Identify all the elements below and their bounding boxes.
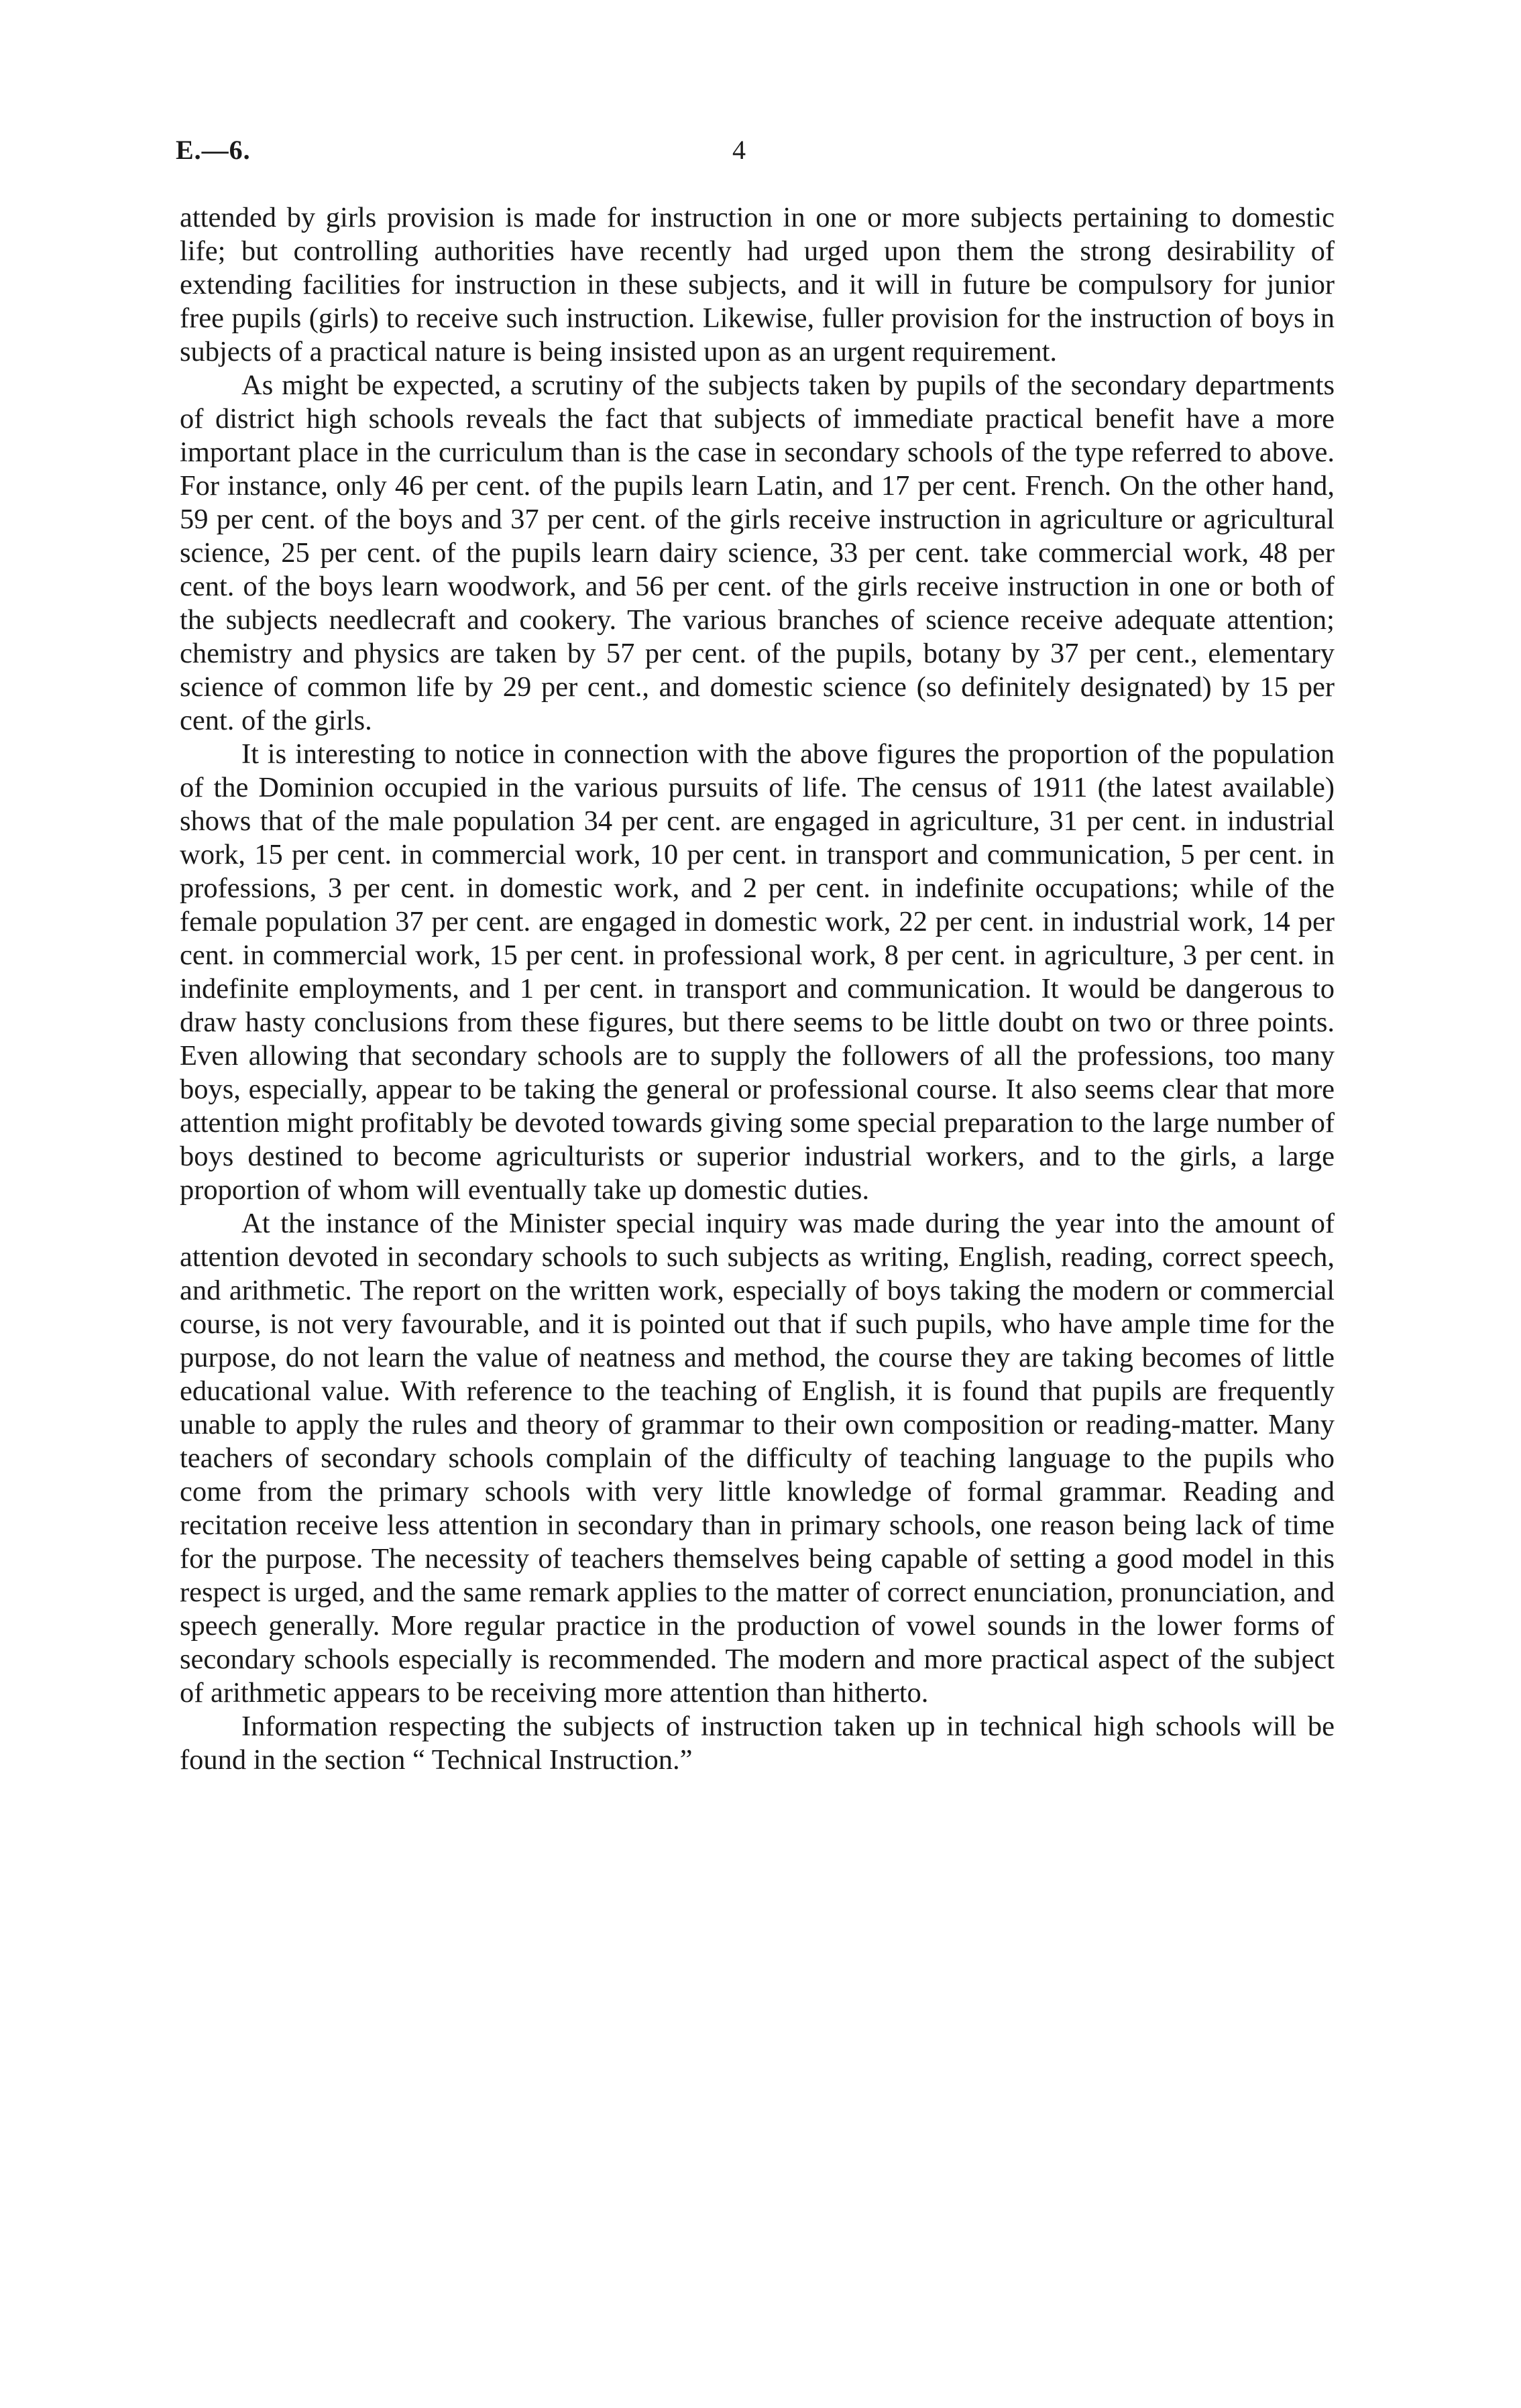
document-reference: E.—6. — [176, 135, 251, 165]
page-header — [176, 134, 1343, 174]
paragraph-district-high-schools: As might be expected, a scrutiny of the subjects taken by pupils of the secondary departments of district high schools reveals the fact that subjects of immediate practical benefit have a more important place in the curriculum than is the case in secondary schools of the type referred to above. For instance, only 46 per cent. of the pupils learn Latin, and 17 per cent. French. On the other hand, 59 per cent. of the boys and 37 per cent. of the girls receive instruction in agriculture or agricultural science, 25 per cent. of the pupils learn dairy science, 33 per cent. take commercial work, 48 per cent. of the boys learn woodwork, and 56 per cent. of the girls receive instruction in one or both of the subjects needlecraft and cookery. The various branches of science receive adequate attention; chemistry and physics are taken by 57 per cent. of the pupils, botany by 37 per cent., elementary science of common life by 29 per cent., and domestic science (so definitely designated) by 15 per cent. of the girls. — [180, 369, 1335, 736]
body-text — [180, 201, 1335, 1777]
page-number: 4 — [732, 135, 746, 165]
paragraph-census-population: It is interesting to notice in connection with the above figures the proportion of the population of the Dominion occupied in the various pursuits of life. The census of 1911 (the latest available) shows that of the male population 34 per cent. are engaged in agriculture, 31 per cent. in industrial work, 15 per cent. in commercial work, 10 per cent. in transport and communication, 5 per cent. in professions, 3 per cent. in domestic work, and 2 per cent. in indefinite occupations; while of the female population 37 per cent. are engaged in domestic work, 22 per cent. in industrial work, 14 per cent. in commercial work, 15 per cent. in professional work, 8 per cent. in agriculture, 3 per cent. in indefinite employments, and 1 per cent. in transport and communication. It would be dangerous to draw hasty conclusions from these figures, but there seems to be little doubt on two or three points. Even allowing that secondary schools are to supply the followers of all the professions, too many boys, especially, appear to be taking the general or professional course. It also seems clear that more attention might profitably be devoted towards giving some special preparation to the large number of boys destined to become agriculturists or superior industrial workers, and to the girls, a large proportion of whom will eventually take up domestic duties. — [180, 738, 1335, 1206]
paragraph-continued: attended by girls provision is made for instruction in one or more subjects pertaining to domestic life; but controlling authorities have recently had urged upon them the strong desirability of extending facilities for instruction in these subjects, and it will in future be compulsory for junior free pupils (girls) to receive such instruction. Likewise, fuller provision for the instruction of boys in subjects of a practical nature is being insisted upon as an urgent requirement. — [180, 202, 1335, 367]
paragraph-technical-instruction: Information respecting the subjects of instruction taken up in technical high schools will be found in the section “ Technical Instruction.” — [180, 1711, 1335, 1776]
paragraph-special-inquiry: At the instance of the Minister special inquiry was made during the year into the amount of attention devoted in secondary schools to such subjects as writing, English, reading, correct speech, and arithmetic. The report on the written work, especially of boys taking the modern or commercial course, is not very favourable, and it is pointed out that if such pupils, who have ample time for the purpose, do not learn the value of neatness and method, the course they are taking becomes of little educational value. With reference to the teaching of English, it is found that pupils are frequently unable to apply the rules and theory of grammar to their own composition or reading-matter. Many teachers of secondary schools complain of the difficulty of teaching language to the pupils who come from the primary schools with very little knowledge of formal grammar. Reading and recitation receive less attention in secondary than in primary schools, one reason being lack of time for the purpose. The necessity of teachers themselves being capable of setting a good model in this respect is urged, and the same remark applies to the matter of correct enunciation, pronunciation, and speech generally. More regular practice in the production of vowel sounds in the lower forms of secondary schools especially is recommended. The modern and more practical aspect of the subject of arithmetic appears to be receiving more attention than hitherto. — [180, 1208, 1335, 1709]
